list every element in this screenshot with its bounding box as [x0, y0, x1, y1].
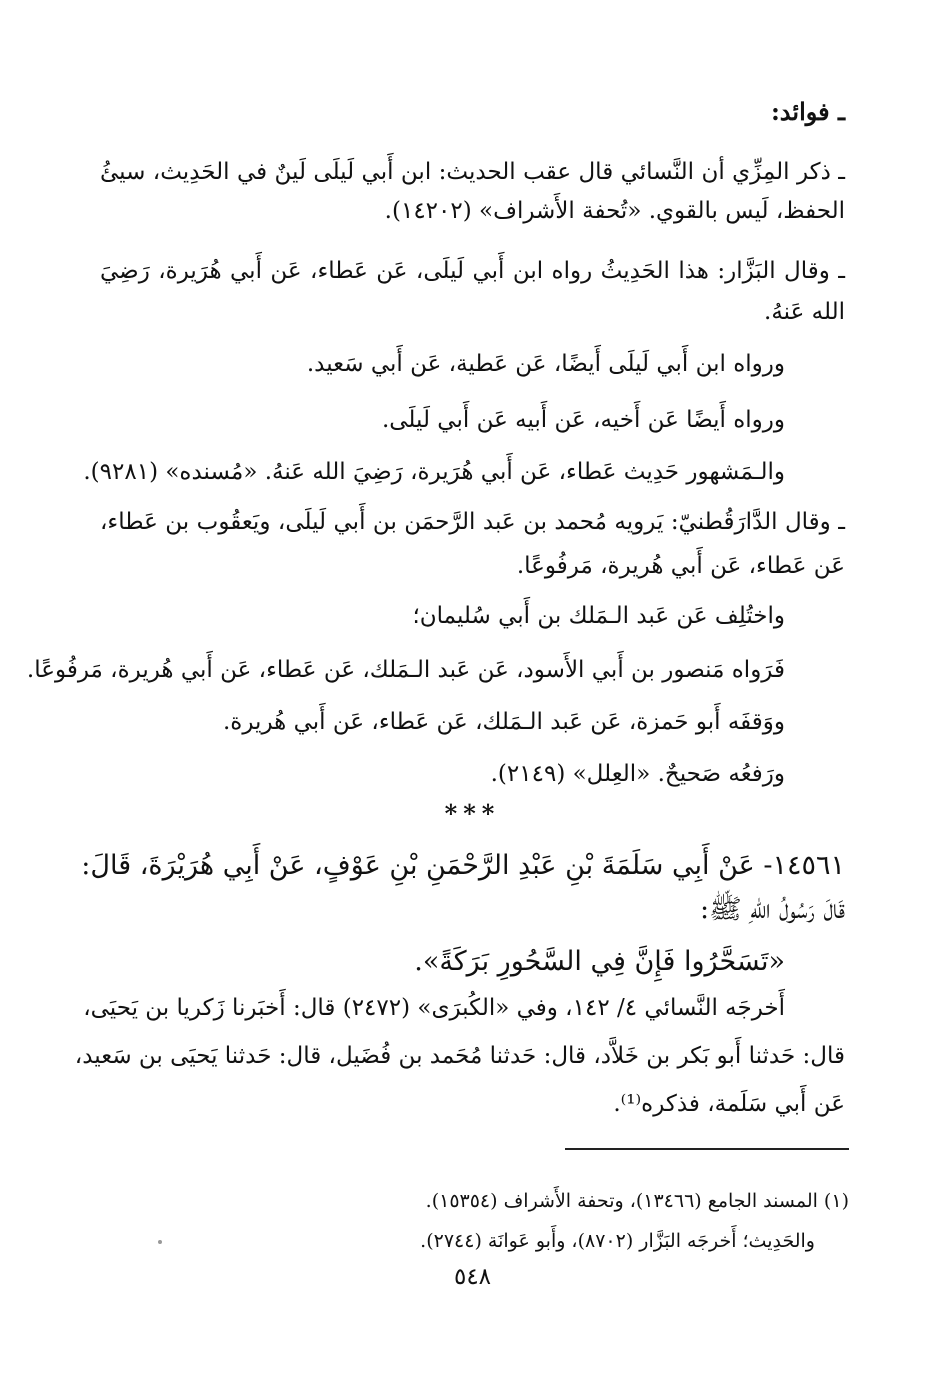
takhrij-line: قال: حَدثنا أَبو بَكر بن خَلاَّد، قال: حَدثنا مُحَمد بن فُضَيل، قال: حَدثنا يَحيَى بن سَعيد، [74, 1043, 845, 1069]
page-number: ٥٤٨ [453, 1264, 492, 1290]
hadith-text: «تَسَحَّرُوا فَإِنَّ فِي السَّحُورِ بَرَكَةً». [414, 946, 785, 977]
body-line: ـ وقال البَزَّار: هذا الحَدِيثُ رواه ابن أَبي لَيلَى، عَن عَطاء، عَن أَبي هُرَيرة، رَضِيَ [100, 258, 845, 284]
section-heading: ـ فوائد: [770, 97, 845, 126]
body-line: فَرَواه مَنصور بن أَبي الأَسود، عَن عَبد الـمَلك، عَن عَطاء، عَن أَبي هُريرة، مَرفُوعًا. [26, 657, 785, 683]
body-line: والـمَشهور حَدِيث عَطاء، عَن أَبي هُرَيرة، رَضِيَ الله عَنهُ. «مُسنده» (٩٢٨١). [83, 459, 785, 485]
footnote-line: (١) المسند الجامع (١٣٤٦٦)، وتحفة الأَشراف (١٥٣٥٤). [425, 1190, 849, 1212]
hadith-line: ١٤٥٦١- عَنْ أَبِي سَلَمَةَ بْنِ عَبْدِ الرَّحْمَنِ بْنِ عَوْفٍ، عَنْ أَبِي هُرَيْرَةَ، قَالَ: [81, 850, 845, 881]
body-line: ـ ذكر المِزِّي أن النَّسائي قال عقب الحديث: ابن أَبي لَيلَى لَينٌ في الحَدِيث، سيئُ [100, 159, 845, 185]
body-line: واختُلِف عَن عَبد الـمَلك بن أَبي سُليمان؛ [412, 603, 785, 629]
body-line: ـ وقال الدَّارَقُطنيّ: يَرويه مُحمد بن عَبد الرَّحمَن بن أَبي لَيلَى، ويَعقُوب بن عَطاء، [100, 509, 845, 535]
body-line: الله عَنهُ. [764, 299, 845, 325]
body-line: ووَقفَه أَبو حَمزة، عَن عَبد الـمَلك، عَن عَطاء، عَن أَبي هُريرة. [223, 709, 785, 735]
body-line: الحفظ، لَيس بالقوي. «تُحفة الأَشراف» (١٤٢٠٢). [384, 198, 845, 224]
section-separator: *** [444, 799, 501, 828]
body-line: ورَفعُه صَحيحٌ. «العِلل» (٢١٤٩). [490, 761, 785, 787]
takhrij-line: أَخرجَه النَّسائي ٤/ ١٤٢، وفي «الكُبرَى» (٢٤٧٢) قال: أَخبَرنا زَكريا بن يَحيَى، [83, 995, 785, 1021]
takhrij-line: عَن أَبي سَلَمة، فذكره⁽¹⁾. [613, 1091, 845, 1117]
hadith-line: قَالَ رَسُولُ اللهِ ﷺ: [699, 894, 845, 925]
footnote-rule [565, 1148, 849, 1150]
body-line: ورواه ابن أَبي لَيلَى أَيضًا، عَن عَطية، عَن أَبي سَعيد. [306, 351, 785, 377]
body-line: ورواه أَيضًا عَن أَخيه، عَن أَبيه عَن أَبي لَيلَى. [381, 407, 785, 433]
footnote-line: والحَدِيث؛ أَخرجَه البَزَّار (٨٧٠٢)، وأَبو عَوانَة (٢٧٤٤). [420, 1230, 815, 1252]
body-line: عَن عَطاء، عَن أَبي هُريرة، مَرفُوعًا. [516, 553, 845, 579]
scan-speck [158, 1240, 162, 1244]
